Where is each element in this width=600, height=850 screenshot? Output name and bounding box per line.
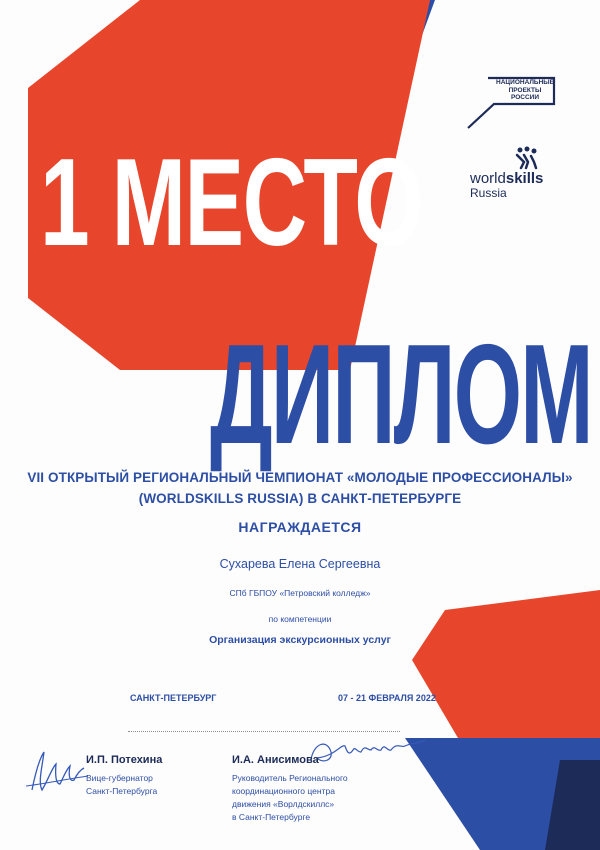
- ws-word-skills: skills: [505, 170, 544, 187]
- bottom-red-shape: [412, 590, 600, 738]
- np-line-2: ПРОЕКТЫ: [508, 86, 542, 94]
- championship-line-2: (WORLDSKILLS RUSSIA) В САНКТ-ПЕТЕРБУРГЕ: [138, 491, 462, 506]
- signatory-1-name: И.П. Потехина: [86, 754, 163, 766]
- signatory-2-role: [232, 772, 348, 824]
- place-title: 1 МЕСТО: [40, 134, 423, 272]
- recipient-organization: СПб ГБПОУ «Петровский колледж»: [229, 588, 371, 598]
- competence-name: Организация экскурсионных услуг: [209, 634, 391, 646]
- np-line-3: РОССИИ: [510, 94, 540, 101]
- ws-word-world: world: [470, 170, 506, 187]
- championship-line-1: VII ОТКРЫТЫЙ РЕГИОНАЛЬНЫЙ ЧЕМПИОНАТ «МОЛОДЫЕ ПРОФЕССИОНАЛЫ»: [27, 470, 573, 485]
- signatory-2-role-line-3: движения «Ворлдскиллс»: [232, 799, 335, 809]
- document-title: ДИПЛОМ: [210, 315, 592, 474]
- award-city: САНКТ-ПЕТЕРБУРГ: [130, 693, 217, 703]
- worldskills-figure-icon: [514, 146, 540, 170]
- signatory-2-role-line-1: Руководитель Регионального: [232, 773, 348, 783]
- worldskills-wordmark: [470, 170, 543, 187]
- national-projects-logo: [466, 76, 556, 131]
- signatory-2-role-line-4: в Санкт-Петербурге: [232, 812, 311, 822]
- worldskills-russia: Russia: [470, 186, 507, 200]
- awarded-label: НАГРАЖДАЕТСЯ: [238, 519, 362, 535]
- signatory-2-name: И.А. Анисимова: [232, 754, 319, 766]
- recipient-name: Сухарева Елена Сергеевна: [219, 557, 381, 571]
- competence-label: по компетенции: [268, 614, 332, 624]
- award-dates: 07 - 21 ФЕВРАЛЯ 2022: [338, 693, 436, 703]
- worldskills-logo: [470, 146, 560, 202]
- signatory-1-role-line-1: Вице-губернатор: [86, 773, 153, 783]
- np-line-1: НАЦИОНАЛЬНЫЕ: [496, 79, 554, 86]
- signatory-2-role-line-2: координационного центра: [232, 786, 335, 796]
- signature-2-scribble: [305, 730, 430, 770]
- championship-title: [20, 467, 580, 509]
- signatory-1-role: [86, 772, 157, 798]
- signature-1-scribble: [22, 740, 92, 800]
- signatory-1-role-line-2: Санкт-Петербурга: [86, 786, 158, 796]
